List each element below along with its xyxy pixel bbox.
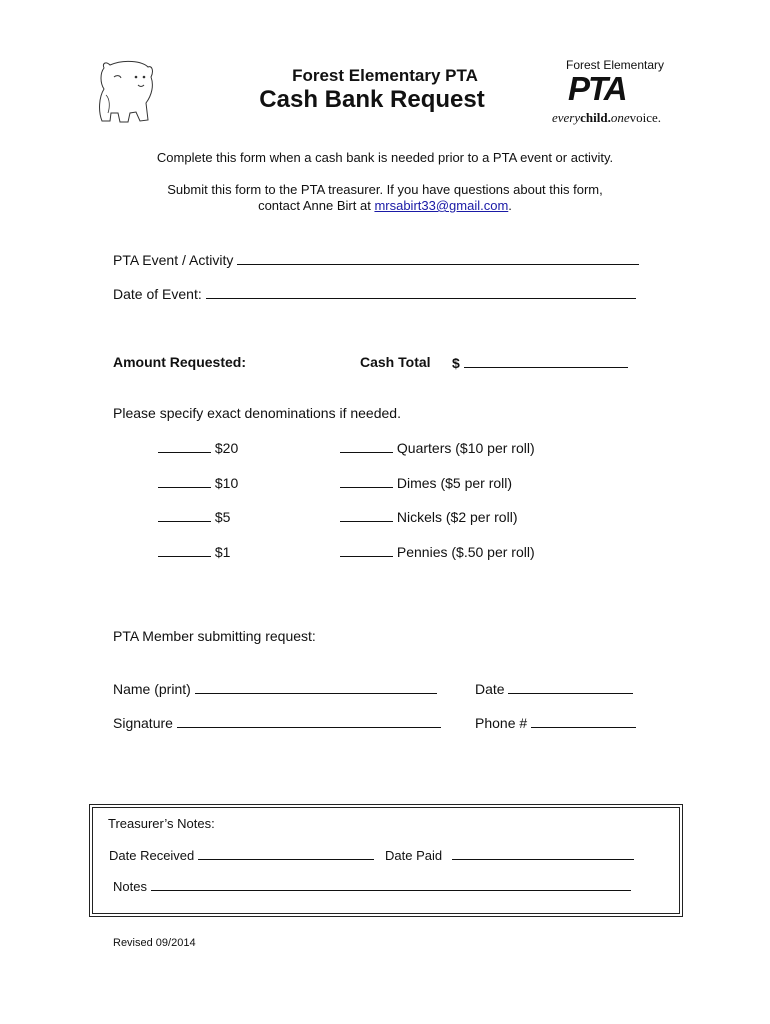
pta-logo <box>548 58 668 128</box>
bill-row <box>158 508 230 525</box>
denominations-prompt: Please specify exact denominations if needed. <box>113 405 401 421</box>
bill-row <box>158 543 230 560</box>
bill-label: $1 <box>214 544 231 560</box>
event-activity-row <box>113 251 639 268</box>
member-date-row <box>475 680 633 697</box>
phone-label: Phone # <box>475 715 528 731</box>
bill-label: $10 <box>214 475 239 491</box>
org-title: Forest Elementary PTA <box>292 66 478 85</box>
revised-date: Revised 09/2014 <box>113 937 196 949</box>
coin-count-field[interactable] <box>340 474 393 488</box>
date-paid-field[interactable] <box>452 847 634 860</box>
intro-line-2: Submit this form to the PTA treasurer. If you have questions about this form, <box>167 182 603 197</box>
bill-count-field[interactable] <box>158 474 211 488</box>
notes-label: Notes <box>113 879 147 894</box>
coin-count-field[interactable] <box>340 439 393 453</box>
coin-row <box>340 508 517 525</box>
coin-label: Nickels ($2 per roll) <box>396 509 518 525</box>
form-title: Cash Bank Request <box>259 86 485 113</box>
signature-row <box>113 714 441 731</box>
notes-field[interactable] <box>151 878 631 891</box>
currency-symbol: $ <box>452 355 460 371</box>
coin-label: Quarters ($10 per roll) <box>396 440 535 456</box>
bill-label: $5 <box>214 509 231 525</box>
amount-requested-label: Amount Requested: <box>113 354 246 370</box>
name-row <box>113 680 437 697</box>
notes-row <box>113 878 631 894</box>
signature-label: Signature <box>113 715 173 731</box>
cash-total-field[interactable] <box>464 354 628 368</box>
coin-row <box>340 543 535 560</box>
coin-row <box>340 439 535 456</box>
event-date-row <box>113 285 636 302</box>
contact-email-link[interactable]: mrsabirt33@gmail.com <box>374 198 509 213</box>
bill-row <box>158 439 238 456</box>
bill-label: $20 <box>214 440 239 456</box>
name-label: Name (print) <box>113 681 191 697</box>
date-paid-label: Date Paid <box>385 848 443 863</box>
member-date-label: Date <box>475 681 505 697</box>
coin-label: Dimes ($5 per roll) <box>396 475 513 491</box>
logo-caption: Forest Elementary <box>566 58 665 72</box>
cash-total-label: Cash Total <box>360 354 431 370</box>
phone-field[interactable] <box>531 714 636 728</box>
date-paid-row <box>385 847 634 863</box>
intro-line-3: contact Anne Birt at mrsabirt33@gmail.com. <box>258 198 512 213</box>
coin-row <box>340 474 512 491</box>
event-date-label: Date of Event: <box>113 286 202 302</box>
date-received-field[interactable] <box>198 847 374 860</box>
intro-line-1: Complete this form when a cash bank is needed prior to a PTA event or activity. <box>156 150 614 165</box>
event-activity-label: PTA Event / Activity <box>113 252 234 268</box>
cash-total-row <box>452 354 628 371</box>
member-date-field[interactable] <box>508 680 633 694</box>
date-received-label: Date Received <box>109 848 195 863</box>
member-heading: PTA Member submitting request: <box>113 628 316 644</box>
event-activity-field[interactable] <box>237 251 639 265</box>
coin-count-field[interactable] <box>340 508 393 522</box>
logo-pta-text: PTA <box>568 70 626 107</box>
name-field[interactable] <box>195 680 437 694</box>
treasurer-heading: Treasurer’s Notes: <box>108 816 215 831</box>
bill-count-field[interactable] <box>158 543 211 557</box>
logo-tagline: everychild.onevoice. <box>552 110 662 125</box>
signature-field[interactable] <box>177 714 441 728</box>
event-date-field[interactable] <box>206 285 636 299</box>
date-received-row <box>109 847 374 863</box>
coin-label: Pennies ($.50 per roll) <box>396 544 535 560</box>
phone-row <box>475 714 636 731</box>
bill-row <box>158 474 238 491</box>
coin-count-field[interactable] <box>340 543 393 557</box>
bill-count-field[interactable] <box>158 439 211 453</box>
bill-count-field[interactable] <box>158 508 211 522</box>
